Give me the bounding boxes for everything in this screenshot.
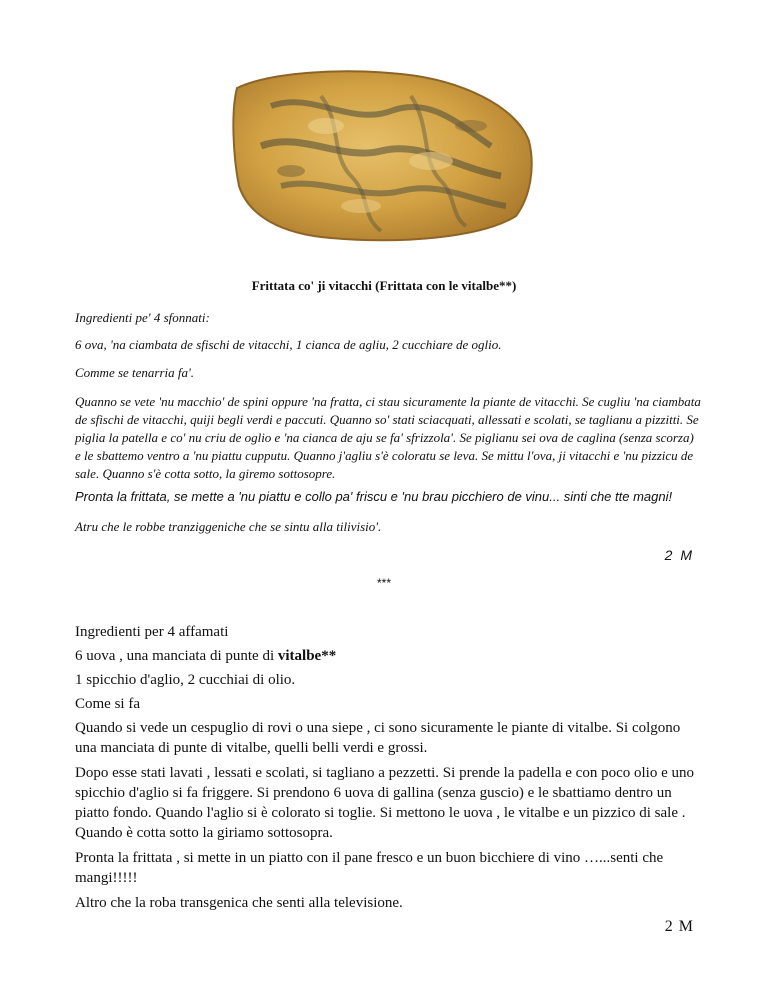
italian-ingredients-line2: 1 spicchio d'aglio, 2 cucchiai di olio. bbox=[75, 672, 296, 688]
dialect-method-heading: Comme se tenarria fa'. bbox=[75, 365, 195, 380]
dialect-signature: 2 M bbox=[664, 547, 694, 563]
ingredients-text: 6 uova , una manciata di punte di bbox=[75, 648, 278, 664]
dialect-closing-text: Atru che le robbe tranziggeniche che se sintu alla tilivisio'. bbox=[75, 519, 382, 534]
vitalbe-bold: vitalbe** bbox=[277, 648, 337, 664]
italian-method-para2: Dopo esse stati lavati , lessati e scolati, si tagliano a pezzetti. Si prende la padella e con poco olio e uno spicchio d'aglio si fa friggere. Si prendono 6 uova di gallina (senza guscio) e le sbattiamo dentro un piatto fondo. Quando l'aglio si è colorato si toglie. Si mettono le uova , le vitalbe e un pizzico di sale . Quando è cotta sotto la giriamo sottosopra. bbox=[75, 765, 694, 841]
section-separator: *** bbox=[376, 576, 391, 590]
dialect-serving-text: Pronta la frittata, se mette a 'nu piattu e collo pa' friscu e 'nu brau picchiero de vinu... sinti che tte magni! bbox=[75, 489, 673, 504]
dialect-ingredients-list: 6 ova, 'na ciambata de sfischi de vitacchi, 1 cianca de agliu, 2 cucchiare de oglio. bbox=[75, 337, 502, 352]
italian-closing-text: Altro che la roba transgenica che senti alla televisione. bbox=[75, 895, 403, 911]
frittata-photo bbox=[231, 66, 536, 246]
dialect-method-text: Quanno se vete 'nu macchio' de spini oppure 'na fratta, ci stau sicuramente la piante de vitacchi. Se cugliu 'na ciambata de sfischi de vitacchi, quiji begli verdi e paccuti. Quanno so' stati sciacquati, allessati e scolati, se taglianu a pizzitti. Se piglia la patella e co' nu criu de oglio e 'na cianca de aju se fa' sfrizzola'. Se piglianu sei ova de caglina (senza scorza) e le sbattemo ventro a 'nu piattu cupputu. Quanno j'agliu s'è coloratu se leva. Se mittu l'ova, ji vitacchi e 'nu pizzicu de sale. Quanno s'è cotta sotto, la giremo sottosopre. bbox=[75, 394, 701, 481]
italian-serving-text: Pronta la frittata , si mette in un piatto con il pane fresco e un buon bicchiere di vino …...senti che mangi!!!!! bbox=[75, 850, 664, 886]
italian-ingredients-line1 bbox=[75, 646, 701, 666]
italian-method-para1: Quando si vede un cespuglio di rovi o una siepe , ci sono sicuramente le piante di vitalbe. Si colgono una manciata di punte di vitalbe, quelli belli verdi e grossi. bbox=[75, 720, 681, 756]
recipe-title: Frittata co' ji vitacchi (Frittata con le vitalbe**) bbox=[251, 278, 517, 293]
dialect-ingredients-heading: Ingredienti pe' 4 sfonnati: bbox=[75, 310, 210, 325]
italian-method-heading: Come si fa bbox=[75, 696, 140, 712]
italian-signature: 2 M bbox=[664, 918, 694, 935]
italian-ingredients-heading: Ingredienti per 4 affamati bbox=[75, 624, 229, 640]
